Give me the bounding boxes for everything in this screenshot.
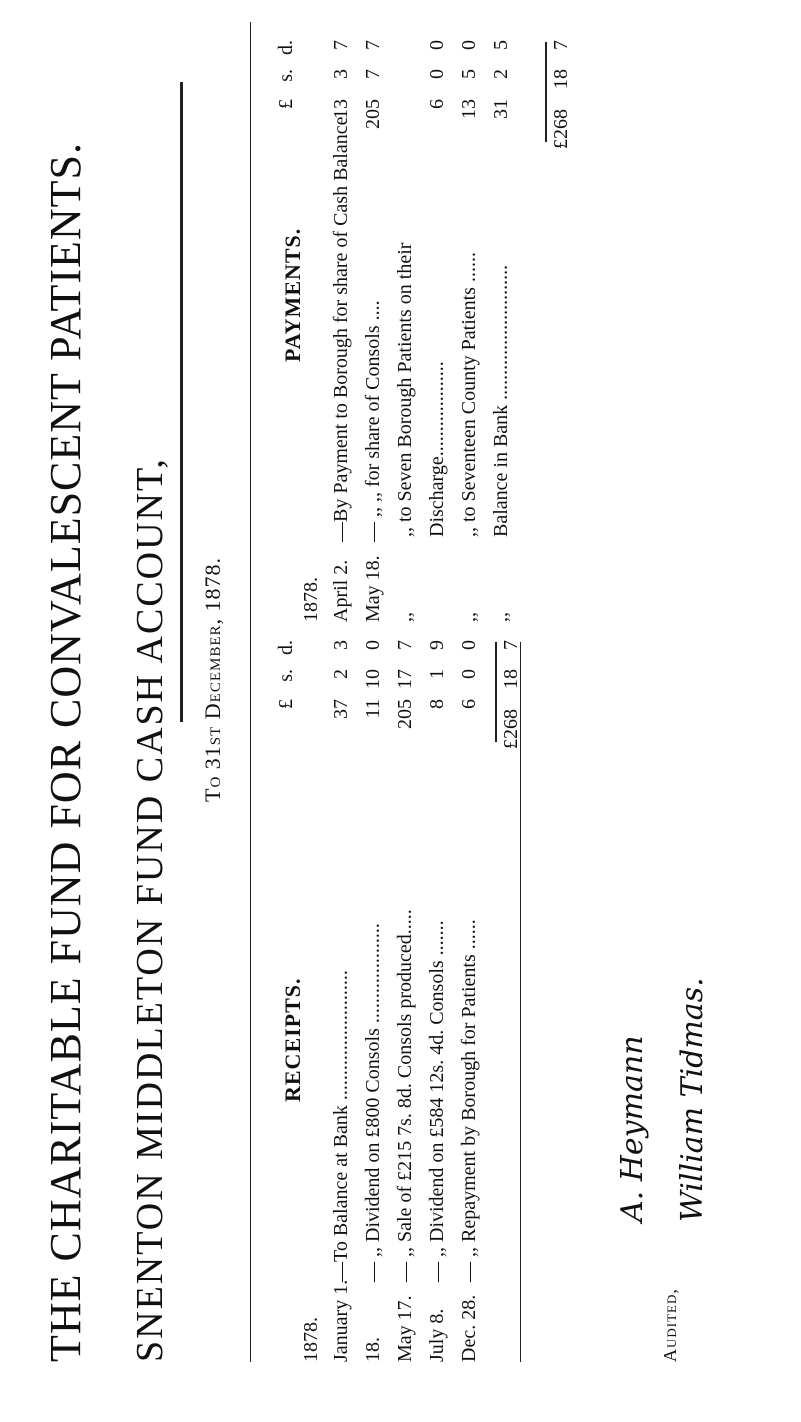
row-amount-s: 3 bbox=[330, 69, 352, 79]
date-line: To 31st December, 1878. bbox=[200, 556, 225, 802]
row-amount-d: 0 bbox=[458, 640, 480, 650]
row-amount-l: 205 bbox=[362, 99, 384, 129]
receipts-total-line bbox=[495, 642, 497, 742]
document-subtitle: SNENTON MIDDLETON FUND CASH ACCOUNT, bbox=[129, 457, 171, 1362]
payments-header-s: s. bbox=[275, 69, 297, 82]
ledger-row bbox=[426, 920, 449, 1362]
payments-total-line bbox=[545, 42, 547, 142]
row-amount-l: 8 bbox=[426, 699, 448, 709]
auditor-signature-1: A. Heymann bbox=[615, 1035, 650, 1222]
document-title: THE CHARITABLE FUND FOR CONVALESCENT PATIENTS. bbox=[41, 142, 90, 1362]
row-amount-s: 17 bbox=[394, 669, 416, 689]
row-description: ,, to Seventeen County Patients ...... bbox=[458, 252, 480, 542]
row-amount-d: 0 bbox=[426, 40, 448, 50]
row-amount-d: 5 bbox=[490, 40, 512, 50]
row-date: May 18. bbox=[362, 555, 384, 622]
row-amount-s: 5 bbox=[458, 69, 480, 79]
row-date: January 1. bbox=[330, 1279, 352, 1362]
row-description: — ,, Dividend on £584 12s. 4d. Consols ....... bbox=[426, 920, 448, 1282]
row-date: May 17. bbox=[394, 1295, 416, 1362]
title-rule bbox=[180, 82, 183, 722]
row-date: April 2. bbox=[330, 559, 352, 622]
row-date: ,, bbox=[490, 612, 512, 622]
payments-total-d: 7 bbox=[550, 40, 572, 50]
row-description: — ,, ,, for share of Consols .... bbox=[362, 300, 384, 542]
row-amount-s: 1 bbox=[426, 669, 448, 679]
ledger-row bbox=[362, 923, 385, 1362]
ledger-row bbox=[458, 919, 481, 1362]
row-date: Dec. 28. bbox=[458, 1294, 480, 1362]
payments-total-l: £268 bbox=[550, 109, 572, 149]
row-amount-d: 3 bbox=[330, 640, 352, 650]
ledger-row bbox=[394, 243, 417, 622]
row-date: 18. bbox=[362, 1337, 384, 1362]
ledger-row bbox=[330, 117, 353, 622]
row-description: ,, to Seven Borough Patients on their bbox=[394, 242, 416, 542]
receipts-header-d: d. bbox=[275, 640, 297, 655]
row-description: —To Balance at Bank .......................... bbox=[330, 970, 352, 1282]
row-description: —By Payment to Borough for share of Cash Balance bbox=[330, 116, 352, 542]
row-amount-l: 205 bbox=[394, 699, 416, 729]
ledger-row bbox=[426, 361, 449, 622]
receipts-year: 1878. bbox=[300, 1317, 322, 1362]
page-border-line bbox=[250, 22, 251, 1362]
row-amount-l: 6 bbox=[426, 99, 448, 109]
row-amount-l: 13 bbox=[458, 99, 480, 119]
receipts-header-l: £ bbox=[275, 699, 297, 709]
receipts-total-d: 7 bbox=[500, 640, 522, 650]
row-description: Balance in Bank ........................... bbox=[490, 264, 512, 542]
ledger-row bbox=[490, 265, 513, 622]
ledger-row bbox=[330, 970, 353, 1362]
row-date: July 8. bbox=[426, 1308, 448, 1362]
row-amount-l: 11 bbox=[362, 699, 384, 719]
row-description: — ,, Repayment by Borough for Patients ...... bbox=[458, 919, 480, 1282]
receipts-total-l: £268 bbox=[500, 709, 522, 749]
payments-year: 1878. bbox=[300, 577, 322, 622]
row-amount-d: 0 bbox=[362, 640, 384, 650]
payments-total-s: 18 bbox=[550, 69, 572, 89]
row-amount-s: 7 bbox=[362, 69, 384, 79]
row-amount-d: 0 bbox=[458, 40, 480, 50]
row-amount-s: 0 bbox=[458, 669, 480, 679]
row-description: Discharge................... bbox=[426, 361, 448, 542]
row-amount-s: 0 bbox=[426, 69, 448, 79]
ledger-row bbox=[458, 252, 481, 622]
ledger-row bbox=[362, 300, 385, 622]
row-description: — ,, Dividend on £800 Consols .................... bbox=[362, 923, 384, 1282]
row-amount-d: 7 bbox=[330, 40, 352, 50]
row-date: ,, bbox=[458, 612, 480, 622]
receipts-header-s: s. bbox=[275, 669, 297, 682]
payments-header-d: d. bbox=[275, 40, 297, 55]
receipts-total-s: 18 bbox=[500, 669, 522, 689]
row-amount-l: 37 bbox=[330, 699, 352, 719]
row-description: — ,, Sale of £215 7s. 8d. Consols produced..... bbox=[394, 909, 416, 1282]
row-amount-d: 7 bbox=[394, 640, 416, 650]
row-amount-d: 7 bbox=[362, 40, 384, 50]
row-amount-d: 9 bbox=[426, 640, 448, 650]
ledger-row bbox=[394, 909, 417, 1362]
row-amount-s: 10 bbox=[362, 669, 384, 689]
row-amount-l: 6 bbox=[458, 699, 480, 709]
row-date: ,, bbox=[394, 612, 416, 622]
row-amount-l: 13 bbox=[330, 99, 352, 119]
payments-heading: PAYMENTS. bbox=[280, 227, 305, 362]
auditor-signature-2: William Tidmas. bbox=[675, 977, 710, 1222]
payments-header-l: £ bbox=[275, 99, 297, 109]
audit-label: Audited, bbox=[660, 1288, 680, 1362]
receipts-heading: RECEIPTS. bbox=[280, 977, 305, 1102]
row-amount-s: 2 bbox=[330, 669, 352, 679]
row-amount-s: 2 bbox=[490, 69, 512, 79]
row-amount-l: 31 bbox=[490, 99, 512, 119]
